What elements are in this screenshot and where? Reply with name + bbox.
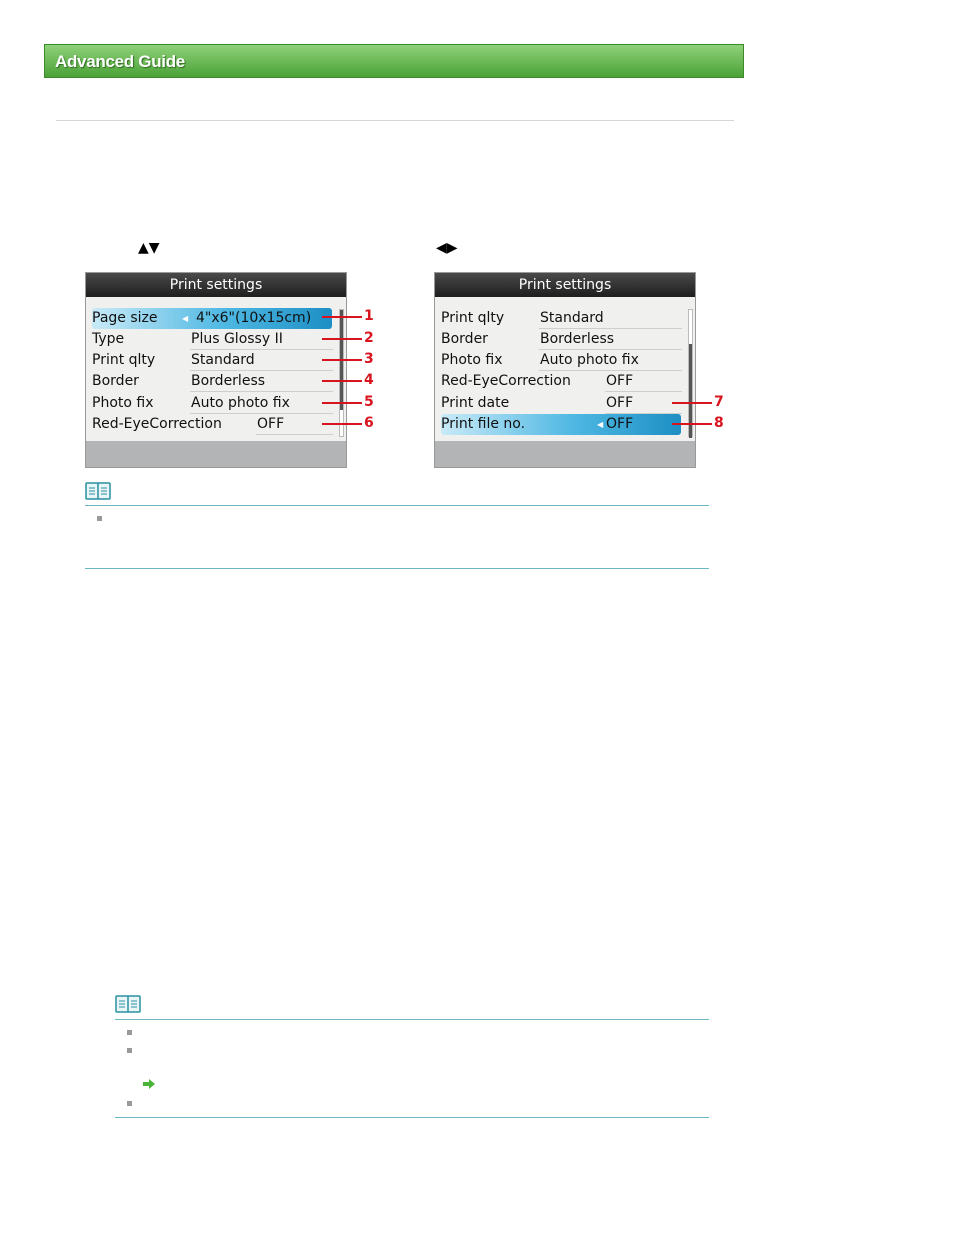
square-bullet-icon <box>127 1101 132 1106</box>
callout-line <box>322 380 362 382</box>
setting-key: Type <box>92 331 125 347</box>
callout-number: 3 <box>364 351 374 367</box>
callout-line <box>322 316 362 318</box>
setting-key: Border <box>92 373 139 389</box>
up-down-arrows-icon: ▲▼ <box>138 240 160 256</box>
setting-row-border <box>92 371 332 392</box>
scrollbar <box>339 309 344 437</box>
scrollbar <box>688 309 693 437</box>
lcd-title: Print settings <box>86 273 346 297</box>
lcd-title: Print settings <box>435 273 695 297</box>
setting-key: Print qlty <box>441 310 505 326</box>
setting-value: Standard <box>190 350 333 371</box>
setting-row-red-eye <box>441 371 681 392</box>
setting-value: Standard <box>539 308 682 329</box>
left-triangle-icon: ◀ <box>597 420 604 429</box>
callout-number: 8 <box>714 415 724 431</box>
setting-row-border <box>441 329 681 350</box>
note-book-icon <box>115 995 141 1013</box>
callout-number: 7 <box>714 394 724 410</box>
callout-number: 2 <box>364 330 374 346</box>
setting-value: Borderless <box>539 329 682 350</box>
setting-value: Auto photo fix <box>539 350 682 371</box>
callout-number: 4 <box>364 372 374 388</box>
setting-value: OFF <box>606 416 634 432</box>
setting-row-page-size <box>92 308 332 329</box>
setting-row-type <box>92 329 332 350</box>
left-right-arrows-icon: ◀▶ <box>436 240 458 256</box>
setting-value: OFF <box>605 393 682 414</box>
callout-line <box>322 402 362 404</box>
setting-row-print-file-no <box>441 414 681 435</box>
note-end-divider <box>115 1117 709 1118</box>
header-divider <box>56 120 734 121</box>
square-bullet-icon <box>97 516 102 521</box>
setting-row-photo-fix <box>441 350 681 371</box>
lcd-footer <box>435 441 695 467</box>
setting-value: 4"x6"(10x15cm) <box>196 310 312 326</box>
setting-value: OFF <box>605 371 682 392</box>
square-bullet-icon <box>127 1030 132 1035</box>
setting-value: Plus Glossy II <box>190 329 333 350</box>
setting-row-red-eye <box>92 414 332 435</box>
setting-row-print-qlty <box>441 308 681 329</box>
setting-value: OFF <box>256 414 333 435</box>
setting-key: Photo fix <box>92 395 154 411</box>
callout-line <box>672 423 712 425</box>
callout-number: 1 <box>364 308 374 324</box>
setting-value: Auto photo fix <box>190 393 333 414</box>
banner-title: Advanced Guide <box>55 52 185 71</box>
note-book-icon <box>85 482 111 500</box>
setting-value: Borderless <box>190 371 333 392</box>
lcd-screen-1 <box>85 272 347 468</box>
callout-line <box>322 423 362 425</box>
note-divider <box>85 505 709 506</box>
callout-line <box>672 402 712 404</box>
note-divider <box>115 1019 709 1020</box>
setting-key: Border <box>441 331 488 347</box>
lcd-footer <box>86 441 346 467</box>
advanced-guide-banner <box>44 44 744 78</box>
square-bullet-icon <box>127 1048 132 1053</box>
setting-row-print-qlty <box>92 350 332 371</box>
callout-line <box>322 338 362 340</box>
setting-key: Print qlty <box>92 352 156 368</box>
lcd-screen-2 <box>434 272 696 468</box>
setting-key: Page size <box>92 310 158 326</box>
setting-row-print-date <box>441 393 681 414</box>
callout-number: 5 <box>364 394 374 410</box>
green-arrow-icon[interactable] <box>142 1078 156 1090</box>
setting-key: Photo fix <box>441 352 503 368</box>
note-end-divider <box>85 568 709 569</box>
setting-row-photo-fix <box>92 393 332 414</box>
setting-key: Print date <box>441 395 510 411</box>
callout-number: 6 <box>364 415 374 431</box>
setting-key: Print file no. <box>441 416 526 432</box>
left-triangle-icon: ◀ <box>182 314 189 323</box>
callout-line <box>322 359 362 361</box>
setting-key: Red-EyeCorrection <box>441 373 571 389</box>
setting-key: Red-EyeCorrection <box>92 416 222 432</box>
